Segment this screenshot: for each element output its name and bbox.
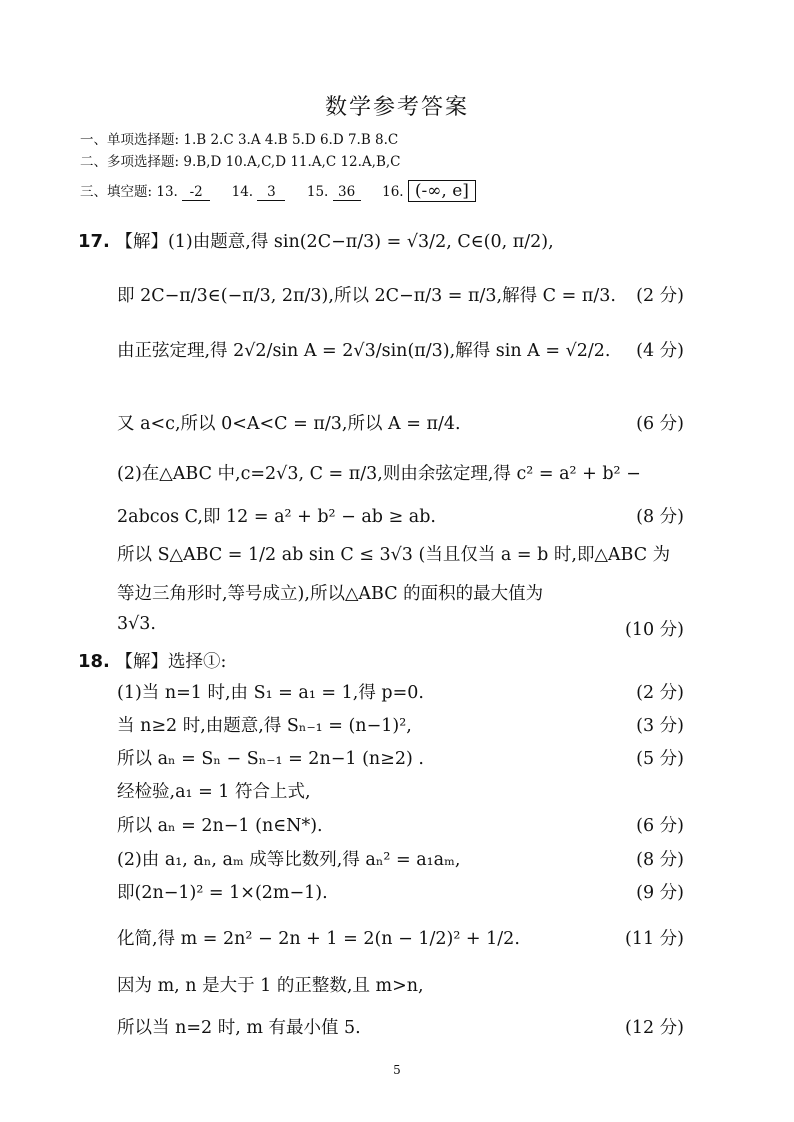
q18-number: 18. — [78, 651, 110, 672]
q17-line-2: 即 2C−π/3∈(−π/3, 2π/3),所以 2C−π/3 = π/3,解得 C = π/3. — [117, 286, 616, 306]
q18-line-1: (1)当 n=1 时,由 S₁ = a₁ = 1,得 p=0. — [117, 683, 424, 703]
q14-number: 14. — [231, 184, 254, 200]
q18-line-6: (2)由 a₁, aₙ, aₘ 成等比数列,得 aₙ² = a₁aₘ, — [117, 850, 461, 870]
q18-line-4: 经检验,a₁ = 1 符合上式, — [117, 782, 311, 802]
multi-choice-row — [80, 150, 401, 170]
single-choice-label: 一、单项选择题: — [80, 132, 180, 148]
q18-score-2: (3 分) — [636, 716, 684, 736]
fill-blank-label: 三、填空题: — [80, 184, 153, 200]
single-choice-answers: 1.B 2.C 3.A 4.B 5.D 6.D 7.B 8.C — [183, 132, 399, 148]
q17-score-6: (8 分) — [636, 507, 684, 527]
q18-line-9: 因为 m, n 是大于 1 的正整数,且 m>n, — [117, 976, 424, 996]
page-title: 数学参考答案 — [324, 95, 469, 120]
q15-number: 15. — [306, 184, 329, 200]
q17-line-6: 2abcos C,即 12 = a² + b² − ab ≥ ab. — [117, 507, 436, 527]
q16-number: 16. — [382, 184, 404, 200]
q13-answer: -2 — [182, 184, 210, 201]
q17-line-5: (2)在△ABC 中,c=2√3, C = π/3,则由余弦定理,得 c² = a² + b² − — [117, 464, 641, 484]
q17-line-8: 等边三角形时,等号成立),所以△ABC 的面积的最大值为 — [117, 584, 544, 604]
q18-line-3: 所以 aₙ = Sₙ − Sₙ₋₁ = 2n−1 (n≥2) . — [117, 749, 424, 769]
q18-line-7: 即(2n−1)² = 1×(2m−1). — [117, 883, 328, 903]
single-choice-row — [80, 128, 398, 148]
q18-header-text: 【解】选择①: — [115, 652, 227, 672]
q17-number: 17. — [78, 231, 110, 252]
q18-header-line — [78, 648, 226, 673]
q16-answer: (-∞, e] — [408, 180, 476, 202]
q18-score-3: (5 分) — [636, 749, 684, 769]
q17-score-9: (10 分) — [625, 620, 684, 640]
q18-line-5: 所以 aₙ = 2n−1 (n∈N*). — [117, 816, 323, 836]
q15-answer: 36 — [333, 184, 361, 201]
q17-line-9: 3√3. — [117, 614, 156, 634]
q14-answer: 3 — [257, 184, 285, 201]
q13-number: 13. — [156, 184, 178, 200]
q18-score-6: (8 分) — [636, 850, 684, 870]
q17-score-3: (4 分) — [636, 341, 684, 361]
q17-line-4: 又 a<c,所以 0<A<C = π/3,所以 A = π/4. — [117, 414, 461, 434]
multi-choice-answers: 9.B,D 10.A,C,D 11.A,C 12.A,B,C — [183, 154, 401, 170]
q18-line-2: 当 n≥2 时,由题意,得 Sₙ₋₁ = (n−1)², — [117, 716, 412, 736]
q18-score-10: (12 分) — [625, 1018, 684, 1038]
q18-line-10: 所以当 n=2 时, m 有最小值 5. — [117, 1018, 361, 1038]
q17-score-2: (2 分) — [636, 286, 684, 306]
multi-choice-label: 二、多项选择题: — [80, 154, 180, 170]
q17-header-line — [78, 228, 554, 253]
q18-score-5: (6 分) — [636, 816, 684, 836]
q18-line-8: 化简,得 m = 2n² − 2n + 1 = 2(n − 1/2)² + 1/2. — [117, 929, 520, 949]
q17-line-7: 所以 S△ABC = 1/2 ab sin C ≤ 3√3 (当且仅当 a = b 时,即△ABC 为 — [117, 545, 671, 565]
q17-header-text: 【解】(1)由题意,得 sin(2C−π/3) = √3/2, C∈(0, π/2), — [115, 232, 554, 252]
q17-score-4: (6 分) — [636, 414, 684, 434]
page-number: 5 — [393, 1063, 401, 1077]
fill-blank-row — [80, 180, 476, 201]
q18-score-8: (11 分) — [625, 929, 684, 949]
q18-score-7: (9 分) — [636, 883, 684, 903]
q18-score-1: (2 分) — [636, 683, 684, 703]
q17-line-3: 由正弦定理,得 2√2/sin A = 2√3/sin(π/3),解得 sin A = √2/2. — [117, 341, 611, 361]
